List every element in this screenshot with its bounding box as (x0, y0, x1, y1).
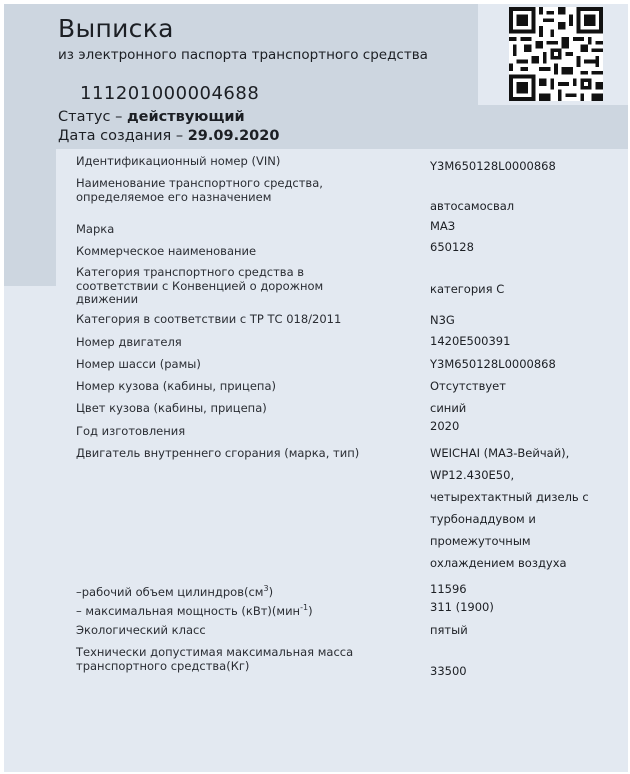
name-value: автосамосвал (430, 199, 515, 213)
power-label-text: – максимальная мощность (кВт)(мин (76, 603, 301, 618)
brand-label: Марка (76, 222, 115, 236)
qr-code-icon (509, 7, 603, 101)
category-label-line: Категория транспортного средства в (76, 265, 305, 279)
max-mass-value: 33500 (430, 664, 467, 678)
created-date-line (58, 128, 279, 144)
engine-value (430, 442, 620, 574)
tr-category-value: N3G (430, 313, 455, 327)
max-mass-label (76, 646, 386, 673)
body-number-value: Отсутствует (430, 379, 506, 393)
category-value: категория C (430, 282, 505, 296)
vin-label: Идентификационный номер (VIN) (76, 154, 281, 168)
engine-number-label: Номер двигателя (76, 335, 182, 349)
commercial-value: 650128 (430, 240, 474, 254)
name-label (76, 177, 386, 204)
status-label: Статус – (58, 109, 127, 125)
name-label-line: Наименование транспортного средства, (76, 176, 323, 190)
engine-value-line: промежуточным (430, 534, 531, 548)
chassis-value: Y3M650128L0000868 (430, 357, 556, 371)
engine-value-line: четырехтактный дизель с (430, 490, 589, 504)
displacement-label (76, 582, 386, 599)
vin-value: Y3M650128L0000868 (430, 159, 556, 173)
max-mass-label-line: транспортного средства(Кг) (76, 658, 250, 673)
engine-value-line: охлаждением воздуха (430, 556, 567, 570)
document-page (4, 4, 628, 772)
engine-value-line: WP12.430E50, (430, 468, 515, 482)
category-label-line: соответствии с Конвенцией о дорожном (76, 278, 324, 293)
body-color-label: Цвет кузова (кабины, прицепа) (76, 401, 267, 415)
body-number-label: Номер кузова (кабины, прицепа) (76, 379, 276, 393)
engine-label: Двигатель внутреннего сгорания (марка, тип) (76, 446, 360, 460)
displacement-value: 11596 (430, 582, 467, 596)
body-color-value: синий (430, 401, 467, 415)
name-label-line: определяемое его назначением (76, 189, 272, 204)
power-label-end: ) (308, 603, 313, 618)
document-title: Выписка (58, 14, 174, 43)
power-value: 311 (1900) (430, 600, 494, 614)
created-date-label: Дата создания – (58, 128, 188, 144)
category-label (76, 266, 386, 307)
max-mass-label-line: Технически допустимая максимальная масса (76, 645, 354, 659)
status-value: действующий (126, 109, 245, 125)
engine-value-line: турбонаддувом и (430, 512, 536, 526)
power-sup: -1 (300, 603, 309, 612)
eco-class-value: пятый (430, 623, 468, 637)
brand-value: МАЗ (430, 219, 456, 233)
chassis-label: Номер шасси (рамы) (76, 357, 201, 371)
tr-category-label: Категория в соответствии с ТР ТС 018/2011 (76, 312, 342, 326)
document-number: 111201000004688 (80, 83, 260, 104)
document-subtitle: из электронного паспорта транспортного средства (58, 47, 428, 63)
displacement-sup: 3 (263, 584, 269, 593)
year-value: 2020 (430, 419, 460, 433)
created-date-value: 29.09.2020 (187, 128, 280, 144)
displacement-label-text: –рабочий объем цилиндров(см (76, 584, 264, 599)
engine-value-line: WEICHAI (МАЗ-Вейчай), (430, 446, 570, 460)
year-label: Год изготовления (76, 424, 186, 438)
commercial-label: Коммерческое наименование (76, 244, 257, 258)
engine-number-value: 1420E500391 (430, 334, 511, 348)
eco-class-label: Экологический класс (76, 623, 206, 637)
power-label (76, 601, 386, 618)
status-line (58, 109, 245, 125)
displacement-label-end: ) (268, 584, 274, 599)
category-label-line: движении (76, 292, 139, 306)
